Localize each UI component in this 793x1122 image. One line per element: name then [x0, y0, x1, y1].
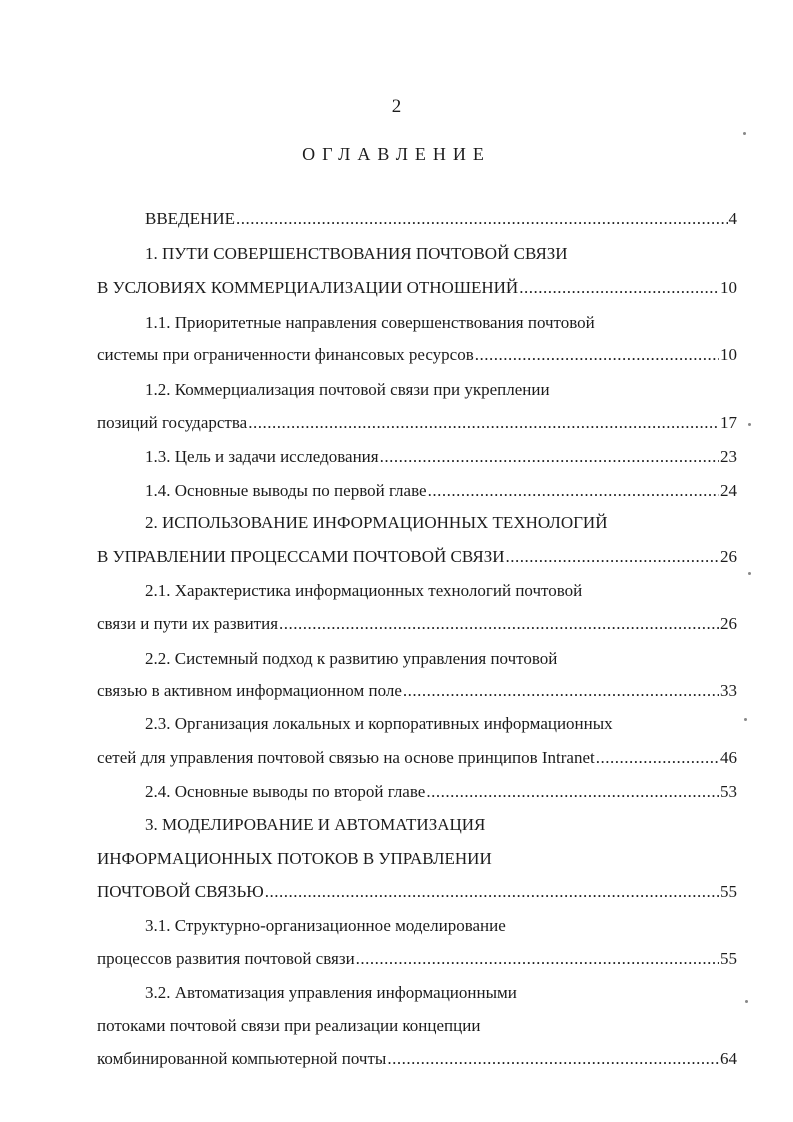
leader-dots [475, 343, 719, 367]
toc-entry-text: 2.4. Основные выводы по второй главе [145, 782, 426, 801]
toc-entry-text: 2. ИСПОЛЬЗОВАНИЕ ИНФОРМАЦИОННЫХ ТЕХНОЛОГИЙ [145, 513, 608, 532]
toc-entry-page: 46 [720, 748, 737, 767]
scan-speck [743, 132, 746, 135]
toc-entry[interactable] [97, 343, 737, 367]
toc-entry-page: 64 [720, 1049, 737, 1068]
toc-entry-text: процессов развития почтовой связи [97, 949, 355, 968]
leader-dots [506, 545, 720, 569]
toc-entry[interactable] [145, 207, 737, 231]
toc-entry-text: сетей для управления почтовой связью на основе принципов Intranet [97, 748, 595, 767]
toc-entry-text: 1.1. Приоритетные направления совершенствования почтовой [145, 313, 595, 332]
toc-entry-page: 26 [720, 547, 737, 566]
scan-speck [744, 718, 747, 721]
toc-entry[interactable] [97, 679, 737, 703]
toc-chapter-heading[interactable] [97, 847, 737, 871]
scan-speck [748, 423, 751, 426]
leader-dots [236, 207, 728, 231]
leader-dots [387, 1047, 719, 1071]
toc-entry[interactable] [97, 1047, 737, 1071]
leader-dots [279, 612, 719, 636]
toc-section-heading[interactable] [145, 311, 737, 335]
toc-entry-text: 1.2. Коммерциализация почтовой связи при укреплении [145, 380, 550, 399]
toc-entry-text: 2.2. Системный подход к развитию управления почтовой [145, 649, 558, 668]
toc-entry-page: 26 [720, 614, 737, 633]
toc-section-heading[interactable] [97, 1014, 737, 1038]
toc-entry-page: 33 [720, 681, 737, 700]
toc-entry-page: 24 [720, 481, 737, 500]
toc-entry-text: потоками почтовой связи при реализации концепции [97, 1016, 481, 1035]
toc-entry[interactable] [145, 479, 737, 503]
toc-entry-text: ИНФОРМАЦИОННЫХ ПОТОКОВ В УПРАВЛЕНИИ [97, 849, 492, 868]
toc-entry-text: ВВЕДЕНИЕ [145, 209, 235, 228]
toc-entry[interactable] [97, 947, 737, 971]
toc-entry[interactable] [97, 545, 737, 569]
toc-section-heading[interactable] [145, 914, 737, 938]
toc-entry-text: 3. МОДЕЛИРОВАНИЕ И АВТОМАТИЗАЦИЯ [145, 815, 486, 834]
page-number: 2 [391, 96, 402, 117]
toc-entry-text: 3.2. Автоматизация управления информационными [145, 983, 517, 1002]
toc-entry[interactable] [145, 445, 737, 469]
toc-entry-text: системы при ограниченности финансовых ресурсов [97, 345, 474, 364]
toc-entry-page: 4 [728, 209, 737, 228]
toc-entry-page: 10 [720, 278, 737, 297]
toc-entry-page: 23 [720, 447, 737, 466]
toc-entry-text: 1.3. Цель и задачи исследования [145, 447, 379, 466]
toc-entry[interactable] [145, 780, 737, 804]
toc-entry-page: 17 [720, 413, 737, 432]
toc-entry-text: 1.4. Основные выводы по первой главе [145, 481, 427, 500]
toc-section-heading[interactable] [145, 712, 737, 736]
toc-chapter-heading[interactable] [145, 813, 737, 837]
toc-entry[interactable] [97, 612, 737, 636]
toc-entry-text: комбинированной компьютерной почты [97, 1049, 387, 1068]
toc-section-heading[interactable] [145, 378, 737, 402]
toc-section-heading[interactable] [145, 981, 737, 1005]
toc-entry-text: позиций государства [97, 413, 248, 432]
toc-entry-text: 2.1. Характеристика информационных технологий почтовой [145, 581, 583, 600]
toc-entry[interactable] [97, 746, 737, 770]
toc-entry-text: ПОЧТОВОЙ СВЯЗЬЮ [97, 882, 264, 901]
toc-entry[interactable] [97, 276, 737, 300]
scan-speck [745, 1000, 748, 1003]
toc-chapter-heading[interactable] [145, 511, 737, 535]
toc-entry-text: В УПРАВЛЕНИИ ПРОЦЕССАМИ ПОЧТОВОЙ СВЯЗИ [97, 547, 505, 566]
toc-entry-text: 3.1. Структурно-организационное моделирование [145, 916, 506, 935]
toc-entry-text: связи и пути их развития [97, 614, 279, 633]
toc-entry[interactable] [97, 880, 737, 904]
leader-dots [248, 411, 719, 435]
toc-entry-text: связью в активном информационном поле [97, 681, 402, 700]
toc-entry-text: 2.3. Организация локальных и корпоративных информационных [145, 714, 613, 733]
leader-dots [428, 479, 719, 503]
toc-entry-page: 53 [720, 782, 737, 801]
toc-section-heading[interactable] [145, 647, 737, 671]
toc-entry[interactable] [97, 411, 737, 435]
scan-speck [748, 572, 751, 575]
toc-entry-text: 1. ПУТИ СОВЕРШЕНСТВОВАНИЯ ПОЧТОВОЙ СВЯЗИ [145, 244, 568, 263]
leader-dots [380, 445, 719, 469]
leader-dots [519, 276, 719, 300]
leader-dots [403, 679, 719, 703]
leader-dots [356, 947, 719, 971]
toc-entry-page: 55 [720, 949, 737, 968]
toc-entry-page: 55 [720, 882, 737, 901]
toc-entry-text: В УСЛОВИЯХ КОММЕРЦИАЛИЗАЦИИ ОТНОШЕНИЙ [97, 278, 519, 297]
toc-title: ОГЛАВЛЕНИЕ [302, 144, 491, 164]
leader-dots [265, 880, 719, 904]
toc-chapter-heading[interactable] [145, 242, 737, 266]
leader-dots [596, 746, 719, 770]
toc-section-heading[interactable] [145, 579, 737, 603]
toc-entry-page: 10 [720, 345, 737, 364]
leader-dots [426, 780, 719, 804]
